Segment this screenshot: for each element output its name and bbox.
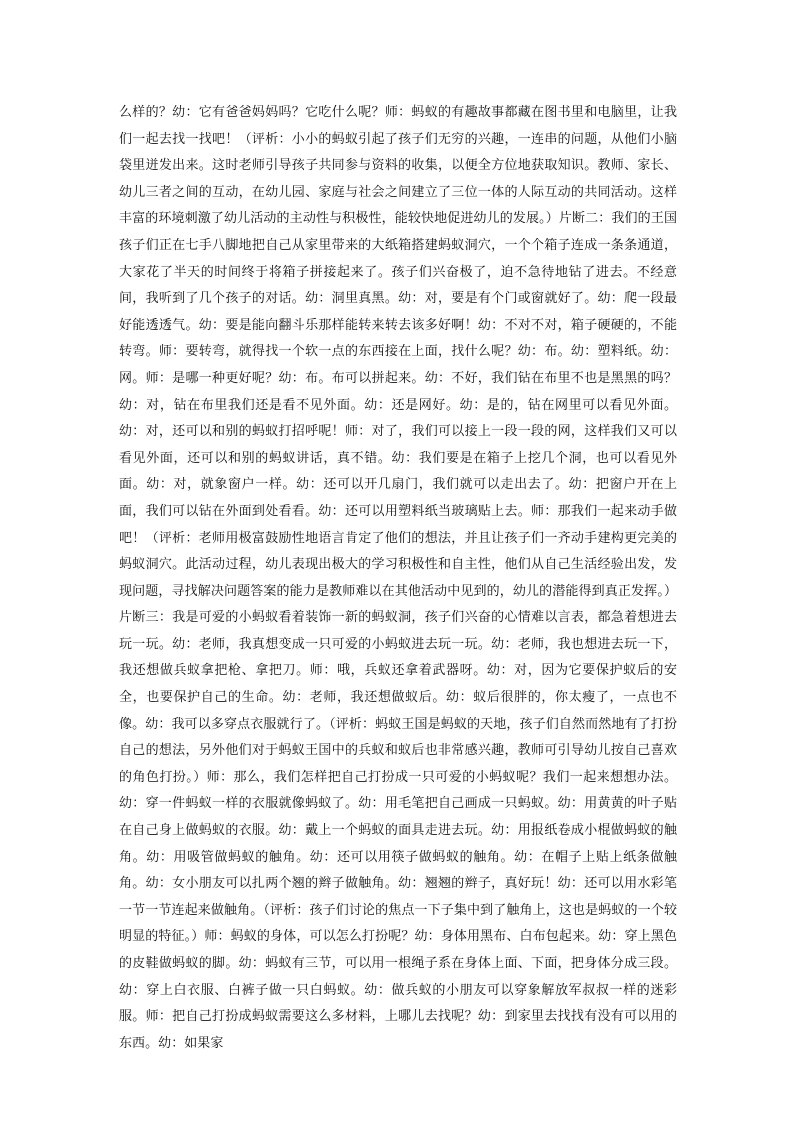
body-text: 么样的？幼：它有爸爸妈妈吗？它吃什么呢？师：蚂蚁的有趣故事都藏在图书里和电脑里，让我们一起去找一找吧！（评析：小小的蚂蚁引起了孩子们无穷的兴趣，一连串的问题，从他们小脑袋里迸发出来。这时老师引导孩子共同参与资料的收集，以便全方位地获取知识。教师、家长、幼儿三者之间的互动，在幼儿园、家庭与社会之间建立了三位一体的人际互动的共同活动。这样丰富的环境刺激了幼儿活动的主动性与积极性，能较快地促进幼儿的发展。）片断二：我们的王国孩子们正在七手八脚地把自己从家里带来的大纸箱搭建蚂蚁洞穴，一个个箱子连成一条条通道，大家花了半天的时间终于将箱子拼接起来了。孩子们兴奋极了，迫不急待地钻了进去。不经意间，我听到了几个孩子的对话。幼：洞里真黑。幼：对，要是有个门或窗就好了。幼：爬一段最好能透透气。幼：要是能向翻斗乐那样能转来转去该多好啊！幼：不对不对，箱子硬硬的，不能转弯。师：要转弯，就得找一个软一点的东西接在上面，找什么呢？幼：布。幼：塑料纸。幼：网。师：是哪一种更好呢？幼：布。布可以拼起来。幼：不好，我们钻在布里不也是黑黑的吗？幼：对，钻在布里我们还是看不见外面。幼：还是网好。幼：是的，钻在网里可以看见外面。幼：对，还可以和别的蚂蚁打招呼呢！师：对了，我们可以接上一段一段的网，这样我们又可以看见外面，还可以和别的蚂蚁讲话，真不错。幼：我们要是在箱子上挖几个洞，也可以看见外面。幼：对，就象窗户一样。幼：还可以开几扇门，我们就可以走出去了。幼：把窗户开在上面，我们可以钻在外面到处看看。幼：还可以用塑料纸当玻璃贴上去。师：那我们一起来动手做吧！（评析：老师用极富鼓励性地语言肯定了他们的想法，并且让孩子们一齐动手建构更完美的蚂蚁洞穴。此活动过程，幼儿表现出极大的学习积极性和自主性，他们从自己生活经验出发，发现问题，寻找解决问题答案的能力是教师难以在其他活动中见到的，幼儿的潜能得到真正发挥。）片断三：我是可爱的小蚂蚁看着装饰一新的蚂蚁洞，孩子们兴奋的心情难以言表，都急着想进去玩一玩。幼：老师，我真想变成一只可爱的小蚂蚁进去玩一玩。幼：老师，我也想进去玩一下，我还想做兵蚁拿把枪、拿把刀。师：哦，兵蚁还拿着武器呀。幼：对，因为它要保护蚁后的安全，也要保护自己的生命。幼：老师，我还想做蚁后。幼：蚁后很胖的，你太瘦了，一点也不像。幼：我可以多穿点衣服就行了。（评析：蚂蚁王国是蚂蚁的天地，孩子们自然而然地有了打扮自己的想法，另外他们对于蚂蚁王国中的兵蚁和蚁后也非常感兴趣，教师可引导幼儿按自己喜欢的角色打扮。）师：那么，我们怎样把自己打扮成一只可爱的小蚂蚁呢？我们一起来想想办法。幼：穿一件蚂蚁一样的衣服就像蚂蚁了。幼：用毛笔把自己画成一只蚂蚁。幼：用黄黄的叶子贴在自己身上做蚂蚁的衣服。幼：戴上一个蚂蚁的面具走进去玩。幼：用报纸卷成小棍做蚂蚁的触角。幼：用吸管做蚂蚁的触角。幼：还可以用筷子做蚂蚁的触角。幼：在帽子上贴上纸条做触角。幼：女小朋友可以扎两个翘的辫子做触角。幼：翘翘的辫子，真好玩！幼：还可以用水彩笔一节一节连起来做触角。（评析：孩子们讨论的焦点一下子集中到了触角上，这也是蚂蚁的一个较明显的特征。）师：蚂蚁的身体，可以怎么打扮呢？幼：身体用黑布、白布包起来。幼：穿上黑色的皮鞋做蚂蚁的脚。幼：蚂蚁有三节，可以用一根绳子系在身体上面、下面，把身体分成三段。幼：穿上白衣服、白裤子做一只白蚂蚁。幼：做兵蚁的小朋友可以穿象解放军叔叔一样的迷彩服。师：把自己打扮成蚂蚁需要这么多材料，上哪儿去找呢？幼：到家里去找找有没有可以用的东西。幼：如果家 [119, 105, 677, 1051]
